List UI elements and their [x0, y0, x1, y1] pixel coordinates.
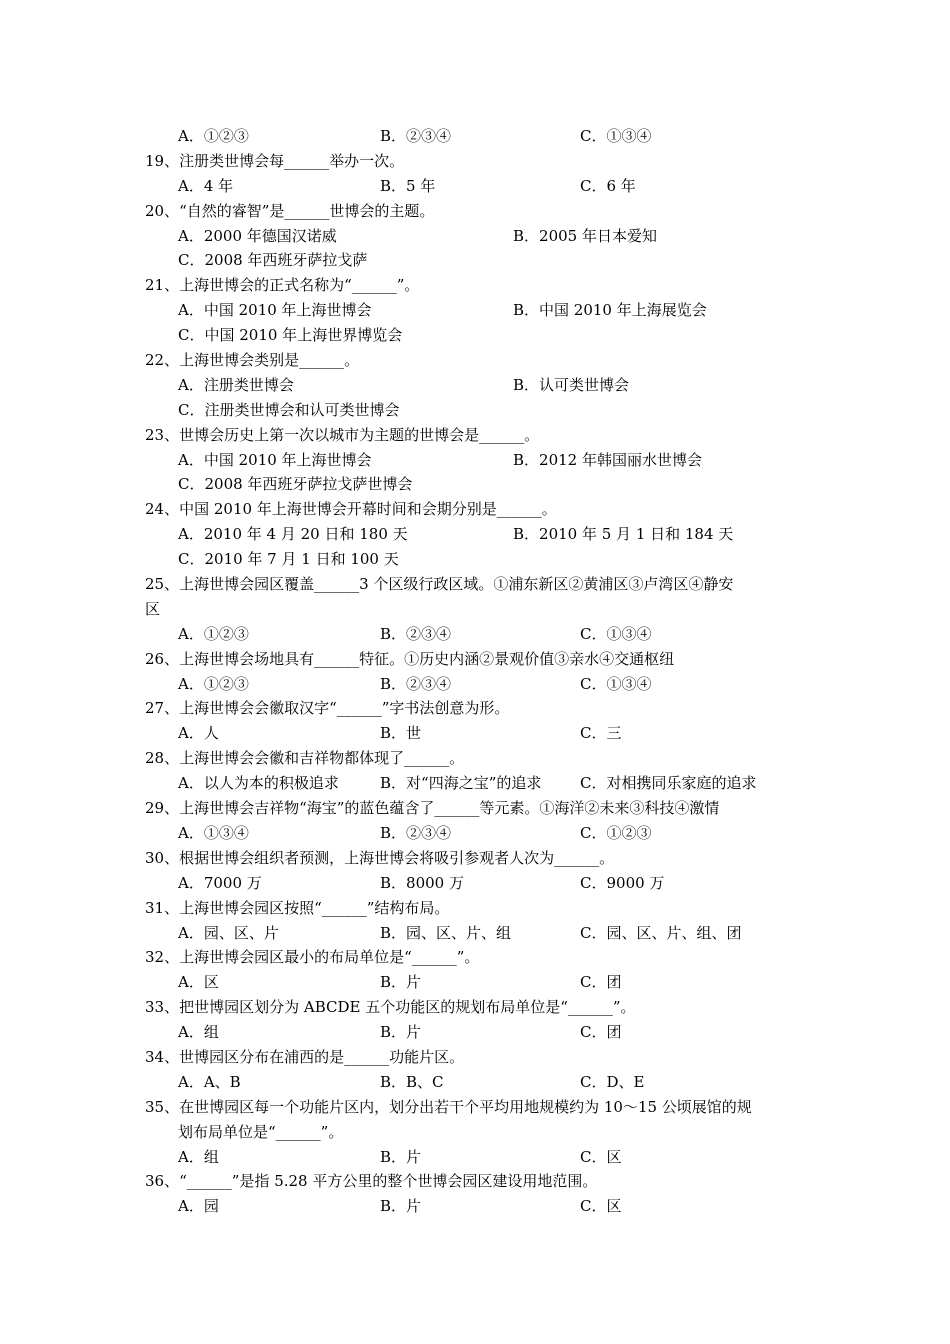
option-a: A．①②③	[178, 674, 249, 693]
question-number: 22、	[145, 351, 180, 370]
answer-options	[0, 398, 950, 423]
option-c: C．9000 万	[580, 873, 665, 892]
option-c: C．中国 2010 年上海世界博览会	[178, 326, 403, 345]
answer-options	[0, 248, 950, 273]
question-number: 29、	[145, 799, 180, 818]
option-b: B．世	[380, 724, 422, 743]
question-number: 20、	[145, 201, 180, 220]
option-c: C．2008 年西班牙萨拉戈萨世博会	[178, 475, 413, 494]
question-text: 中国 2010 年上海世博会开幕时间和会期分别是______。	[179, 500, 557, 519]
option-c: C．①③④	[580, 127, 652, 145]
option-c: C．团	[580, 1023, 622, 1042]
option-a: A．组	[178, 1023, 219, 1042]
question-line	[0, 696, 950, 721]
answer-options	[0, 921, 950, 946]
answer-options	[0, 970, 950, 995]
question-line	[0, 423, 950, 448]
option-b: B．片	[380, 1023, 422, 1042]
answer-options	[0, 547, 950, 572]
option-a: A．①②③	[178, 127, 249, 145]
option-c: C．三	[580, 724, 622, 743]
option-b: B．②③④	[380, 823, 452, 842]
answer-options	[0, 224, 950, 249]
question-line	[0, 746, 950, 771]
option-c: C．①③④	[580, 674, 652, 693]
question-text: 上海世博会场地具有______特征。①历史内涵②景观价值③亲水④交通枢纽	[179, 649, 675, 668]
question-number: 25、	[145, 575, 180, 594]
question-line	[0, 896, 950, 921]
option-b: B．认可类世博会	[513, 375, 630, 394]
question-line	[0, 1169, 950, 1194]
option-a: A．4 年	[178, 176, 234, 195]
option-b: B．8000 万	[380, 873, 464, 892]
option-b: B．2005 年日本爱知	[513, 226, 657, 245]
answer-options	[0, 522, 950, 547]
option-a: A．2000 年德国汉诺威	[178, 226, 337, 245]
answer-options	[0, 821, 950, 846]
question-text: 上海世博会园区覆盖______3 个区级行政区域。①浦东新区②黄浦区③卢湾区④静安	[179, 575, 734, 594]
question-text: 上海世博会的正式名称为“______”。	[179, 276, 420, 295]
question-text: 上海世博会吉祥物“海宝”的蓝色蕴含了______等元素。①海洋②未来③科技④激情	[179, 799, 720, 818]
question-line	[0, 796, 950, 821]
question-line	[0, 945, 950, 970]
option-c: C．园、区、片、组、团	[580, 923, 742, 942]
option-a: A．中国 2010 年上海世博会	[178, 450, 372, 469]
question-number: 28、	[145, 749, 180, 768]
option-b: B．B、C	[380, 1072, 444, 1091]
option-c: C．对相携同乐家庭的追求	[580, 774, 757, 793]
option-a: A．A、B	[178, 1072, 241, 1091]
option-a: A．组	[178, 1147, 219, 1166]
option-a: A．园、区、片	[178, 923, 279, 942]
option-a: A．注册类世博会	[178, 375, 294, 394]
option-c: C．6 年	[580, 176, 636, 195]
option-a: A．7000 万	[178, 873, 262, 892]
question-line	[0, 1045, 950, 1070]
question-number: 31、	[145, 898, 180, 917]
question-text-wrap: 区	[145, 599, 161, 618]
question-number: 26、	[145, 649, 180, 668]
question-text: 上海世博会园区最小的布局单位是“______”。	[179, 948, 480, 967]
question-line	[0, 273, 950, 298]
option-a: A．①③④	[178, 823, 249, 842]
question-text: 在世博园区每一个功能片区内，划分出若干个平均用地规模约为 10～15 公顷展馆的规	[179, 1097, 752, 1116]
question-text: 注册类世博会每______举办一次。	[179, 151, 405, 170]
answer-options	[0, 771, 950, 796]
question-number: 19、	[145, 151, 180, 170]
option-a: A．中国 2010 年上海世博会	[178, 301, 372, 320]
option-c: C．团	[580, 973, 622, 992]
answer-options	[0, 174, 950, 199]
option-a: A．人	[178, 724, 219, 743]
option-c: C．2010 年 7 月 1 日和 100 天	[178, 550, 399, 569]
option-b: B．②③④	[380, 674, 452, 693]
question-line	[0, 348, 950, 373]
question-number: 30、	[145, 848, 180, 867]
option-b: B．中国 2010 年上海展览会	[513, 301, 707, 320]
option-b: B．2010 年 5 月 1 日和 184 天	[513, 525, 734, 544]
option-c: C．区	[580, 1147, 622, 1166]
question-line	[0, 572, 950, 597]
option-b: B．片	[380, 1197, 422, 1216]
question-text: 上海世博会园区按照“______”结构布局。	[179, 898, 450, 917]
option-c: C．区	[580, 1197, 622, 1216]
answer-options	[0, 1070, 950, 1095]
answer-options	[0, 871, 950, 896]
question-text: 把世博园区划分为 ABCDE 五个功能区的规划布局单位是“______”。	[179, 998, 636, 1017]
option-a: A．园	[178, 1197, 219, 1216]
option-b: B．②③④	[380, 624, 452, 643]
question-text: 世博会历史上第一次以城市为主题的世博会是______。	[179, 425, 540, 444]
answer-options	[0, 672, 950, 697]
question-line	[0, 647, 950, 672]
option-b: B．园、区、片、组	[380, 923, 512, 942]
question-number: 35、	[145, 1097, 180, 1116]
option-c: C．①③④	[580, 624, 652, 643]
option-a: A．①②③	[178, 624, 249, 643]
option-c: C．2008 年西班牙萨拉戈萨	[178, 251, 368, 270]
question-number: 33、	[145, 998, 180, 1017]
question-text: “______”是指 5.28 平方公里的整个世博会园区建设用地范围。	[179, 1172, 598, 1191]
answer-options	[0, 721, 950, 746]
question-number: 21、	[145, 276, 180, 295]
option-c: C．①②③	[580, 823, 652, 842]
option-b: B．5 年	[380, 176, 436, 195]
option-a: A．以人为本的积极追求	[178, 774, 339, 793]
question-line	[0, 1095, 950, 1120]
question-number: 36、	[145, 1172, 180, 1191]
option-b: B．片	[380, 1147, 422, 1166]
question-text: 世博园区分布在浦西的是______功能片区。	[179, 1047, 465, 1066]
answer-options	[0, 373, 950, 398]
question-number: 34、	[145, 1047, 180, 1066]
option-b: B．片	[380, 973, 422, 992]
answer-options	[0, 448, 950, 473]
question-number: 24、	[145, 500, 180, 519]
question-text: 上海世博会类别是______。	[179, 351, 360, 370]
answer-options	[0, 323, 950, 348]
option-b: B．2012 年韩国丽水世博会	[513, 450, 702, 469]
question-line	[0, 199, 950, 224]
question-line	[0, 846, 950, 871]
question-text: 根据世博会组织者预测，上海世博会将吸引参观者人次为______。	[179, 848, 615, 867]
answer-options	[0, 1020, 950, 1045]
answer-options	[0, 472, 950, 497]
answer-options	[0, 1194, 950, 1219]
option-b: B．对“四海之宝”的追求	[380, 774, 542, 793]
option-c: C．注册类世博会和认可类世博会	[178, 400, 400, 419]
answer-options	[0, 622, 950, 647]
question-number: 27、	[145, 699, 180, 718]
question-text: “自然的睿智”是______世博会的主题。	[179, 201, 435, 220]
option-a: A．区	[178, 973, 219, 992]
option-c: C．D、E	[580, 1072, 645, 1091]
option-a: A．2010 年 4 月 20 日和 180 天	[178, 525, 408, 544]
question-line	[0, 149, 950, 174]
answer-options	[0, 1145, 950, 1170]
question-number: 32、	[145, 948, 180, 967]
question-line	[0, 497, 950, 522]
question-text: 上海世博会会徽取汉字“______”字书法创意为形。	[179, 699, 510, 718]
option-b: B．②③④	[380, 127, 452, 145]
question-text-continued: 划布局单位是“______”。	[178, 1122, 344, 1141]
question-text: 上海世博会会徽和吉祥物都体现了______。	[179, 749, 465, 768]
question-line	[0, 995, 950, 1020]
answer-options	[0, 298, 950, 323]
document-page	[0, 124, 950, 1219]
question-number: 23、	[145, 425, 180, 444]
answer-options	[0, 124, 950, 149]
